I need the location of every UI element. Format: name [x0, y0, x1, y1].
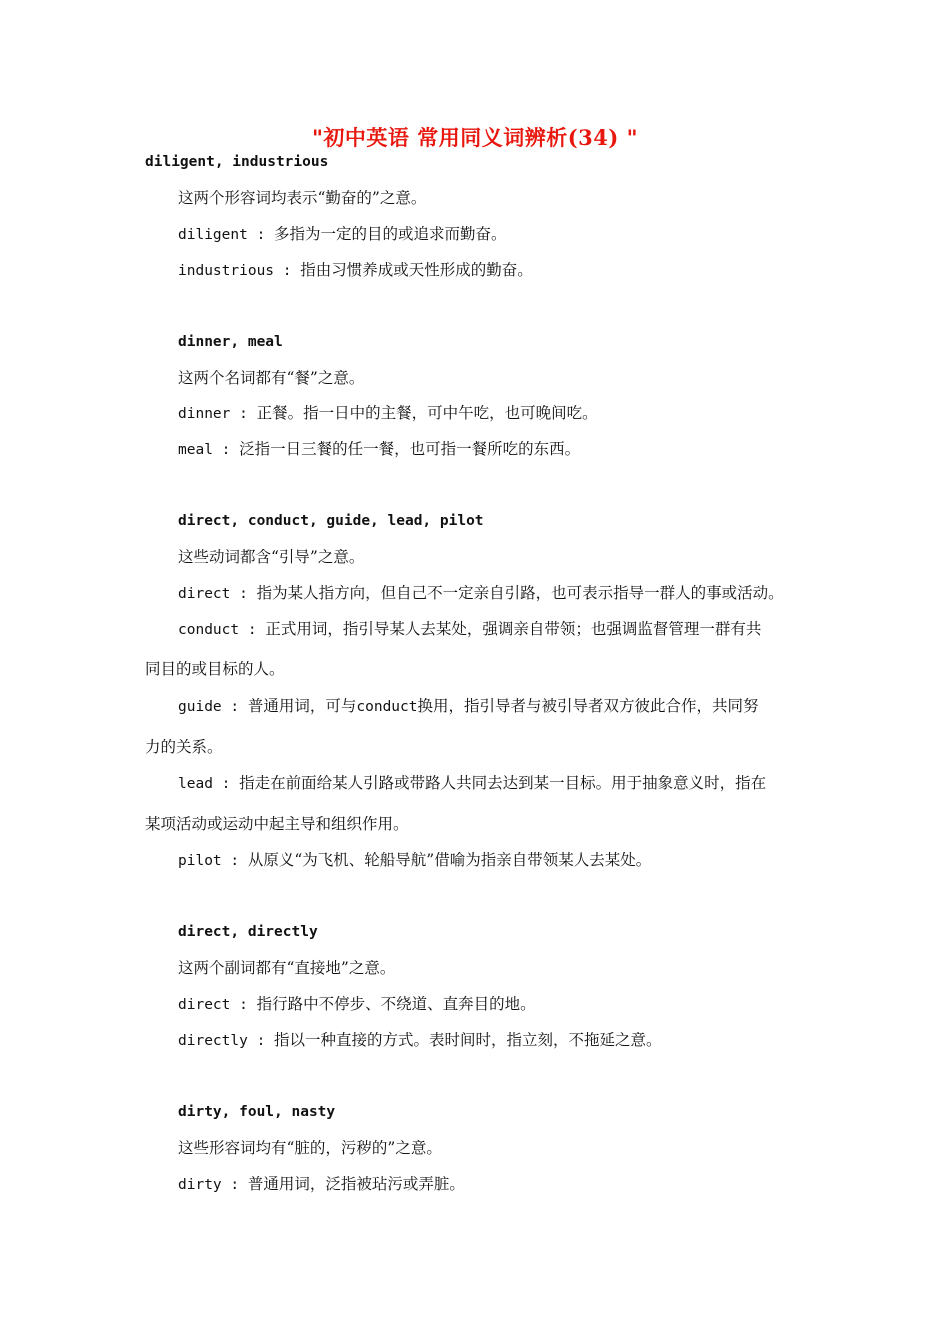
definition-item: lead : 指走在前面给某人引路或带路人共同去达到某一目标。用于抽象意义时，指在	[178, 774, 767, 792]
definition-term: directly	[178, 1033, 248, 1049]
definition-text: 换用，指引导者与被引导者双方彼此合作，共同努	[417, 697, 759, 715]
definition-term: guide	[178, 699, 222, 715]
definition-item: diligent : 多指为一定的目的或追求而勤奋。	[178, 225, 507, 243]
definition-text: 指走在前面给某人引路或带路人共同去达到某一目标。用于抽象意义时，指在	[239, 774, 767, 792]
definition-item: dirty : 普通用词，泛指被玷污或弄脏。	[178, 1175, 465, 1193]
definition-text: 指为某人指方向，但自己不一定亲自引路，也可表示指导一群人的事或活动。	[256, 584, 784, 602]
definition-term: pilot	[178, 853, 222, 869]
definition-term: direct	[178, 997, 231, 1013]
definition-text: 正餐。指一日中的主餐，可中午吃，也可晚间吃。	[256, 404, 598, 422]
section-intro: 这些动词都含“引导”之意。	[178, 548, 365, 566]
definition-continuation: 力的关系。	[145, 738, 223, 756]
section-intro: 这两个副词都有“直接地”之意。	[178, 959, 396, 977]
definition-text: 指以一种直接的方式。表时间时，指立刻，不拖延之意。	[274, 1031, 662, 1049]
definition-term: diligent	[178, 227, 248, 243]
definition-text: 多指为一定的目的或追求而勤奋。	[274, 225, 507, 243]
definition-term: dinner	[178, 406, 231, 422]
section-intro: 这两个名词都有“餐”之意。	[178, 369, 365, 387]
definition-item: pilot : 从原义“为飞机、轮船导航”借喻为指亲自带领某人去某处。	[178, 851, 652, 869]
definition-continuation: 同目的或目标的人。	[145, 660, 285, 678]
definition-text: 从原义“为飞机、轮船导航”借喻为指亲自带领某人去某处。	[247, 851, 652, 869]
definition-item: conduct : 正式用词，指引导某人去某处，强调亲自带领；也强调监督管理一群有共	[178, 620, 762, 638]
section-heading: direct, directly	[178, 924, 318, 940]
definition-term: conduct	[178, 622, 240, 638]
definition-text: 普通用词，可与	[247, 697, 357, 715]
definition-item: direct : 指为某人指方向，但自己不一定亲自引路，也可表示指导一群人的事或活动。	[178, 584, 784, 602]
definition-item: directly : 指以一种直接的方式。表时间时，指立刻，不拖延之意。	[178, 1031, 662, 1049]
definition-item: dinner : 正餐。指一日中的主餐，可中午吃，也可晚间吃。	[178, 404, 598, 422]
definition-text: 指由习惯养成或天性形成的勤奋。	[300, 261, 533, 279]
section-heading: direct, conduct, guide, lead, pilot	[178, 513, 484, 529]
definition-item: industrious : 指由习惯养成或天性形成的勤奋。	[178, 261, 533, 279]
section-intro: 这些形容词均有“脏的，污秽的”之意。	[178, 1139, 442, 1157]
definition-term: lead	[178, 776, 213, 792]
definition-text: 正式用词，指引导某人去某处，强调亲自带领；也强调监督管理一群有共	[265, 620, 762, 638]
definition-text: 泛指一日三餐的任一餐，也可指一餐所吃的东西。	[239, 440, 581, 458]
definition-item: guide : 普通用词，可与conduct换用，指引导者与被引导者双方彼此合作，共同努	[178, 697, 759, 715]
definition-text: 指行路中不停步、不绕道、直奔目的地。	[256, 995, 536, 1013]
definition-continuation: 某项活动或运动中起主导和组织作用。	[145, 815, 409, 833]
section-heading: dirty, foul, nasty	[178, 1104, 336, 1120]
section-intro: 这两个形容词均表示“勤奋的”之意。	[178, 189, 427, 207]
inline-term: conduct	[356, 699, 418, 715]
definition-term: dirty	[178, 1177, 222, 1193]
document-title: "初中英语 常用同义词辨析(34) "	[311, 125, 639, 150]
section-heading: diligent, industrious	[145, 154, 329, 170]
definition-item: meal : 泛指一日三餐的任一餐，也可指一餐所吃的东西。	[178, 440, 581, 458]
definition-text: 普通用词，泛指被玷污或弄脏。	[247, 1175, 465, 1193]
definition-term: direct	[178, 586, 231, 602]
definition-term: industrious	[178, 263, 275, 279]
definition-item: direct : 指行路中不停步、不绕道、直奔目的地。	[178, 995, 536, 1013]
section-heading: dinner, meal	[178, 334, 283, 350]
definition-term: meal	[178, 442, 213, 458]
